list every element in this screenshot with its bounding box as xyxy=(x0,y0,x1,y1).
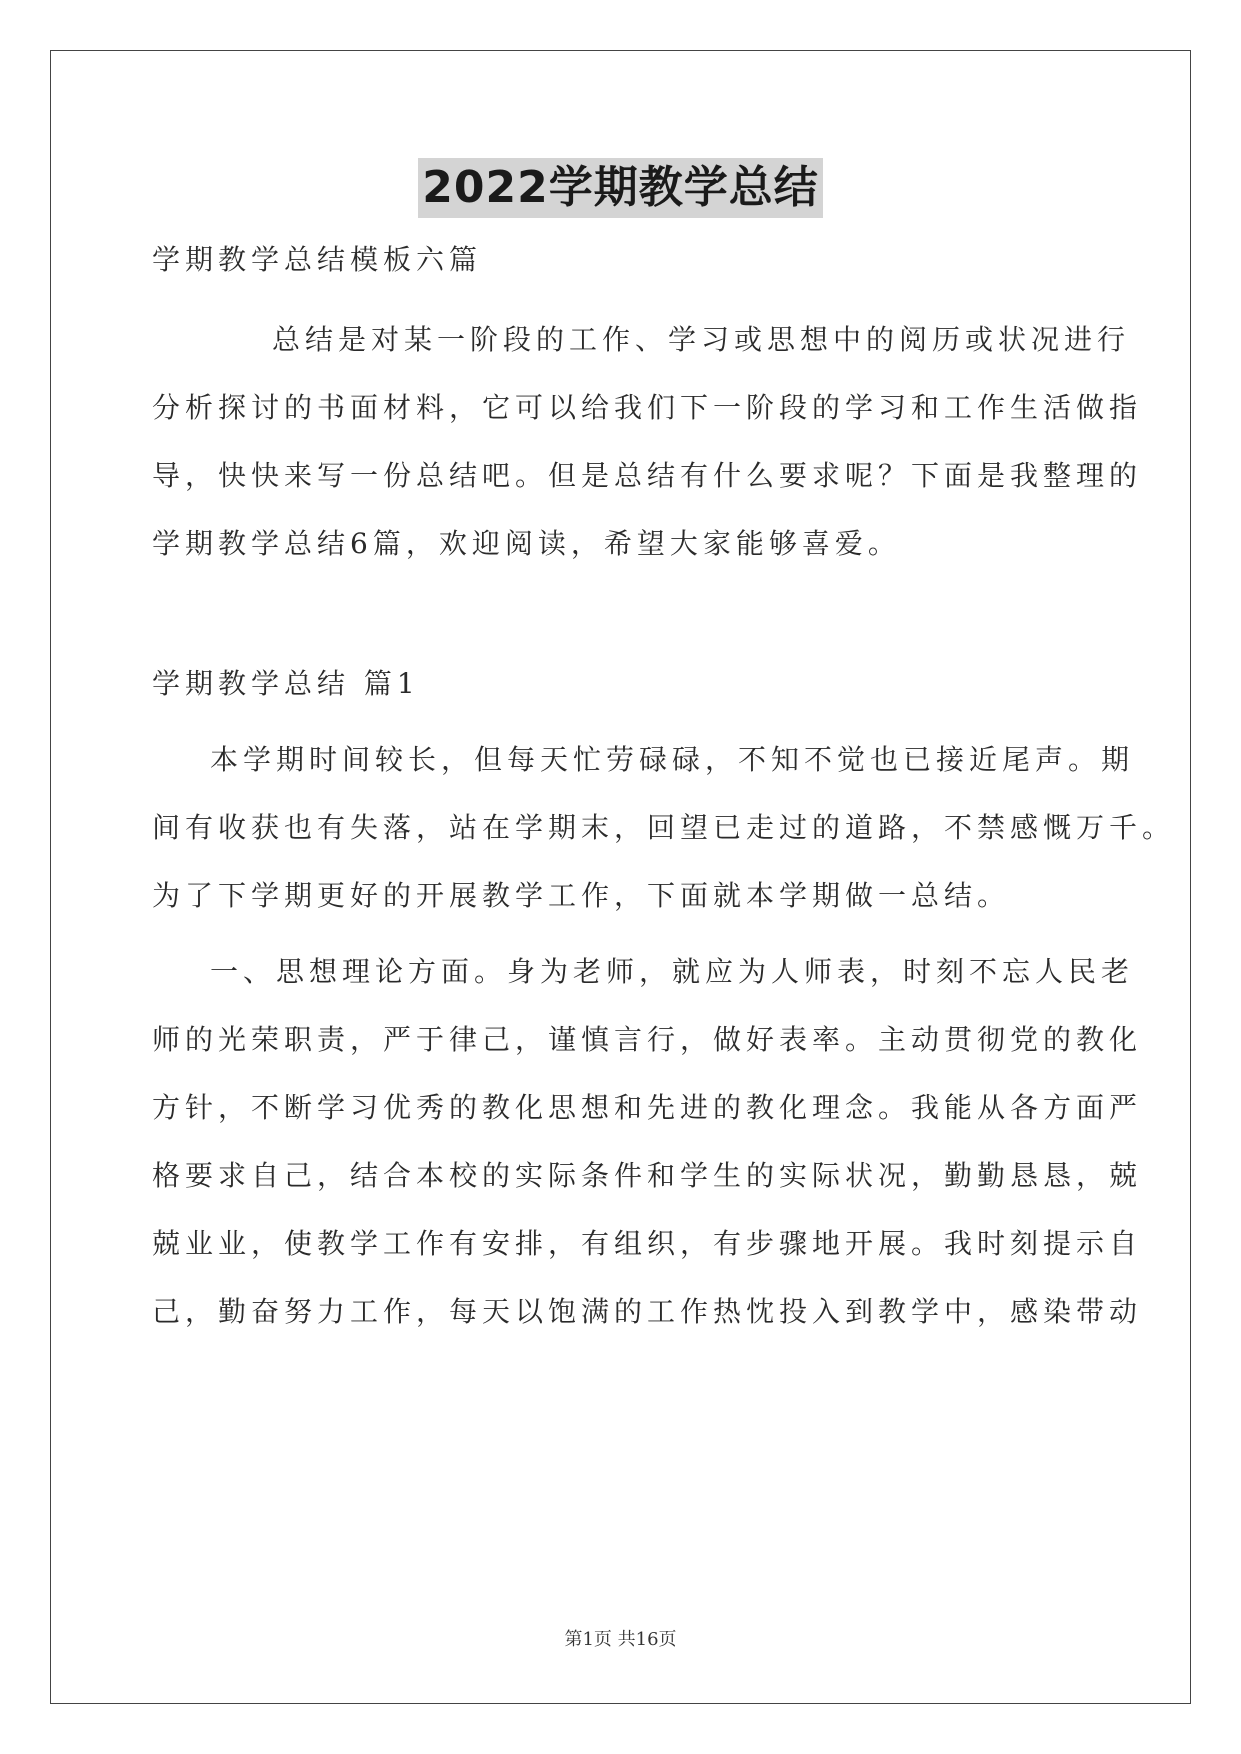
subtitle-line: 学期教学总结模板六篇 xyxy=(152,243,483,276)
paragraph-line: 本学期时间较长，但每天忙劳碌碌，不知不觉也已接近尾声。期 xyxy=(210,743,1135,776)
paragraph-line: 师的光荣职责，严于律己，谨慎言行，做好表率。主动贯彻党的教化 xyxy=(152,1023,1143,1056)
section-heading: 学期教学总结 篇1 xyxy=(152,667,420,700)
paragraph-line: 己，勤奋努力工作，每天以饱满的工作热忱投入到教学中，感染带动 xyxy=(152,1295,1143,1328)
paragraph-line: 间有收获也有失落，站在学期末，回望已走过的道路，不禁感慨万千。 xyxy=(152,811,1176,844)
paragraph-line: 分析探讨的书面材料，它可以给我们下一阶段的学习和工作生活做指 xyxy=(152,391,1143,424)
paragraph-line: 为了下学期更好的开展教学工作，下面就本学期做一总结。 xyxy=(152,879,1011,912)
paragraph-line: 格要求自己，结合本校的实际条件和学生的实际状况，勤勤恳恳，兢 xyxy=(152,1159,1143,1192)
paragraph-line: 一、思想理论方面。身为老师，就应为人师表，时刻不忘人民老 xyxy=(210,955,1135,988)
title-container xyxy=(0,158,1241,218)
paragraph-line: 总结是对某一阶段的工作、学习或思想中的阅历或状况进行 xyxy=(272,323,1131,356)
page-footer: 第1页 共16页 xyxy=(564,1629,677,1650)
document-title: 2022学期教学总结 xyxy=(418,158,822,218)
paragraph-line: 方针，不断学习优秀的教化思想和先进的教化理念。我能从各方面严 xyxy=(152,1091,1143,1124)
paragraph-line: 导，快快来写一份总结吧。但是总结有什么要求呢？下面是我整理的 xyxy=(152,459,1143,492)
paragraph-line: 兢业业，使教学工作有安排，有组织，有步骤地开展。我时刻提示自 xyxy=(152,1227,1143,1260)
paragraph-line: 学期教学总结6篇，欢迎阅读，希望大家能够喜爱。 xyxy=(152,527,901,560)
